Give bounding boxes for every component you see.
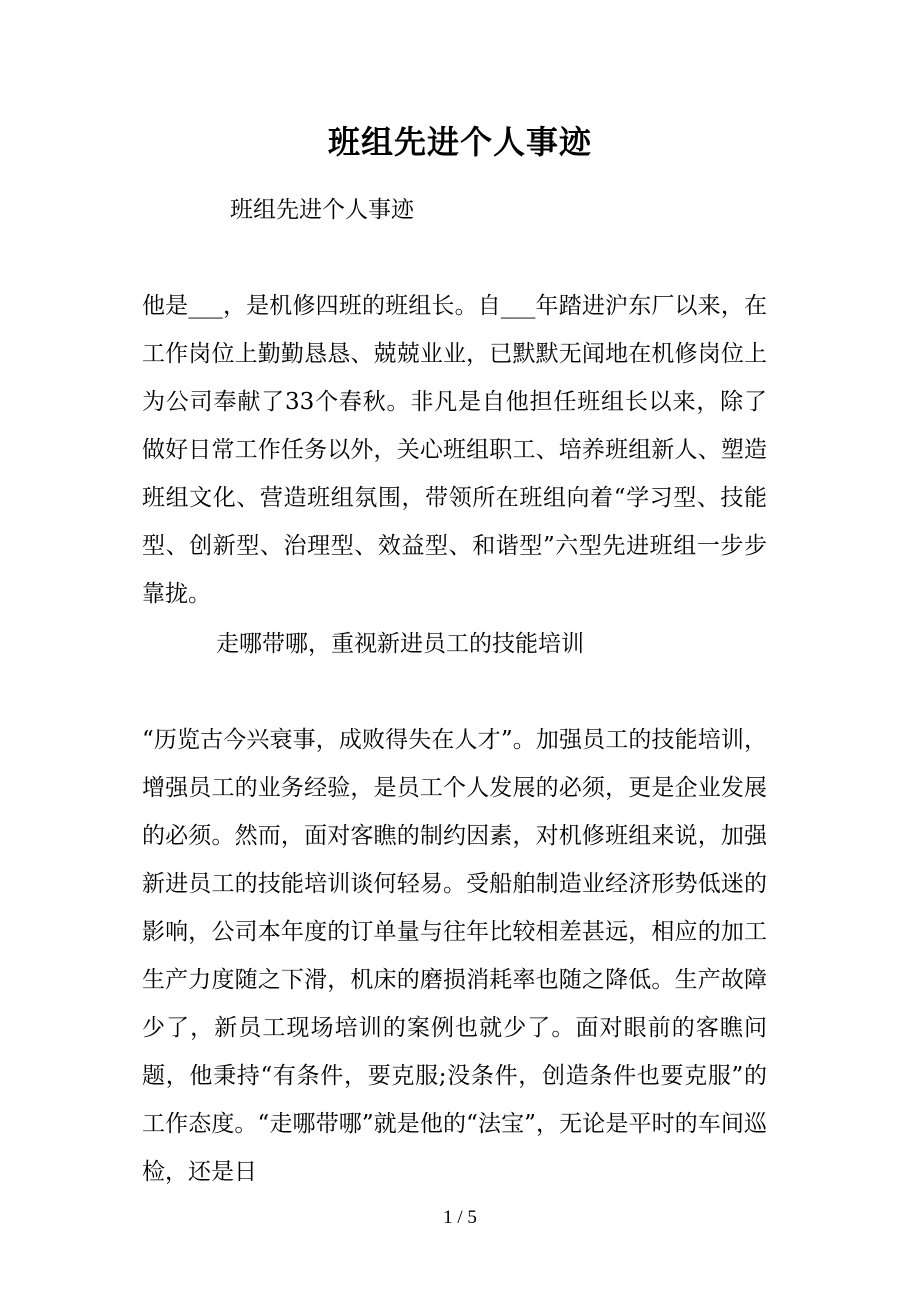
section-heading: 走哪带哪，重视新进员工的技能培训 [216, 631, 584, 657]
document-title: 班组先进个人事迹 [327, 123, 592, 161]
paragraph-intro: 他是___，是机修四班的班组长。自___年踏进沪东厂以来，在工作岗位上勤勤恳恳、兢兢业业，已默默无闻地在机修岗位上为公司奉献了33个春秋。非凡是自他担任班组长以来，除了做好日常工作任务以外，关心班组职工、培养班组新人、塑造班组文化、营造班组氛围，带领所在班组向着“学习型、技能型、创新型、治理型、效益型、和谐型”六型先进班组一步步靠拢。 [142, 293, 767, 607]
document-subtitle: 班组先进个人事迹 [230, 197, 414, 223]
paragraph-training: “历览古今兴衰事，成败得失在人才”。加强员工的技能培训，增强员工的业务经验，是员工个人发展的必须，更是企业发展的必须。然而，面对客瞧的制约因素，对机修班组来说，加强新进员工的技能培训谈何轻易。受船舶制造业经济形势低迷的影响，公司本年度的订单量与往年比较相差甚远，相应的加工生产力度随之下滑，机床的磨损消耗率也随之降低。生产故障少了，新员工现场培训的案例也就少了。面对眼前的客瞧问题，他秉持“有条件，要克服;没条件，创造条件也要克服”的工作态度。“走哪带哪”就是他的“法宝”，无论是平时的车间巡检，还是日 [142, 727, 767, 1185]
page-number: 1 / 5 [443, 1207, 477, 1228]
